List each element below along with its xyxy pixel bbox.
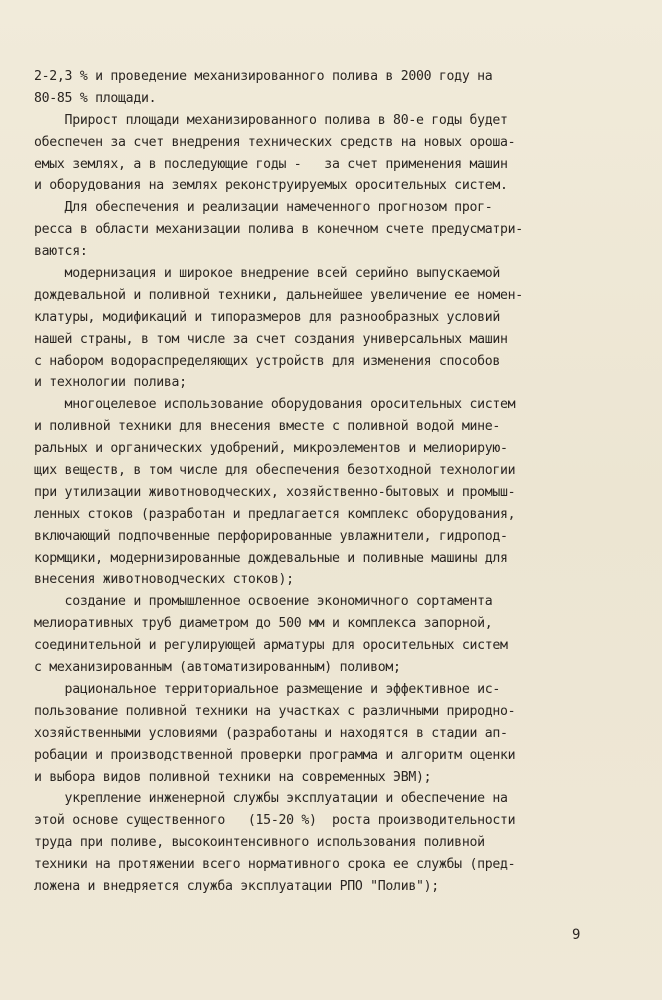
text-line: хозяйственными условиями (разработаны и находятся в стадии ап- [34, 725, 508, 741]
text-line: обеспечен за счет внедрения технических средств на новых ороша- [34, 134, 516, 150]
text-line: 80-85 % площади. [34, 90, 157, 106]
text-line: дождевальной и поливной техники, дальнейшее увеличение ее номен- [34, 287, 523, 303]
text-line: укрепление инженерной службы эксплуатации и обеспечение на [34, 791, 508, 807]
text-line: соединительной и регулирующей арматуры для оросительных систем [34, 638, 508, 654]
text-line: с набором водораспределяющих устройств для изменения способов [34, 353, 501, 369]
text-line: с механизированным (автоматизированным) поливом; [34, 660, 401, 676]
text-line: при утилизации животноводческих, хозяйственно-бытовых и промыш- [34, 484, 516, 500]
text-line: внесения животноводческих стоков); [34, 572, 294, 588]
text-line: емых землях, а в последующие годы - за счет применения машин [34, 156, 508, 172]
text-line: щих веществ, в том числе для обеспечения безотходной технологии [34, 463, 516, 479]
text-line: и поливной техники для внесения вместе с поливной водой мине- [34, 419, 501, 435]
text-line: и оборудования на землях реконструируемых оросительных систем. [34, 178, 508, 194]
text-line: техники на протяжении всего нормативного срока ее службы (пред- [34, 857, 516, 873]
text-line: кормщики, модернизированные дождевальные и поливные машины для [34, 550, 508, 566]
body-text [34, 66, 644, 898]
text-line: мелиоративных труб диаметром до 500 мм и комплекса запорной, [34, 616, 493, 632]
text-line: труда при поливе, высокоинтенсивного использования поливной [34, 835, 485, 851]
text-line: многоцелевое использование оборудования оросительных систем [34, 397, 516, 413]
text-line: ложена и внедряется служба эксплуатации РПО "Полив"); [34, 878, 439, 894]
text-line: рациональное территориальное размещение и эффективное ис- [34, 681, 501, 697]
text-line: этой основе существенного (15-20 %) роста производительности [34, 813, 516, 829]
text-line: и технологии полива; [34, 375, 187, 391]
text-line: включающий подпочвенные перфорированные увлажнители, гидропод- [34, 528, 508, 544]
text-line: ресса в области механизации полива в конечном счете предусматри- [34, 222, 523, 238]
text-line: нашей страны, в том числе за счет создания универсальных машин [34, 331, 508, 347]
text-line: пользование поливной техники на участках с различными природно- [34, 703, 516, 719]
text-line: ральных и органических удобрений, микроэлементов и мелиорирую- [34, 441, 508, 457]
text-line: ваются: [34, 244, 88, 260]
text-line: Для обеспечения и реализации намеченного прогнозом прог- [34, 200, 493, 216]
text-line: и выбора видов поливной техники на современных ЭВМ); [34, 769, 432, 785]
text-line: 2-2,3 % и проведение механизированного полива в 2000 году на [34, 69, 493, 84]
page-number: 9 [572, 927, 581, 943]
text-line: робации и производственной проверки программа и алгоритм оценки [34, 747, 516, 763]
text-line: ленных стоков (разработан и предлагается комплекс оборудования, [34, 506, 516, 522]
text-line: создание и промышленное освоение экономичного сортамента [34, 594, 493, 610]
text-line: Прирост площади механизированного полива в 80-е годы будет [34, 112, 508, 128]
text-line: клатуры, модификаций и типоразмеров для разнообразных условий [34, 309, 501, 325]
text-line: модернизация и широкое внедрение всей серийно выпускаемой [34, 266, 501, 282]
